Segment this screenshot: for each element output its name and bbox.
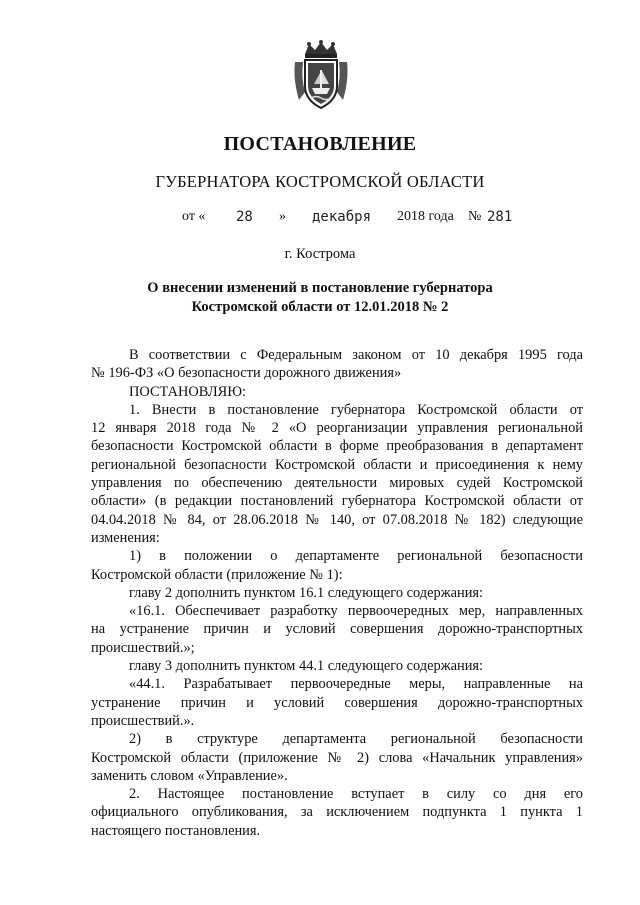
- body-line: 1) в положении о департаменте региональной безопасности: [129, 548, 583, 565]
- body-line: главу 3 дополнить пунктом 44.1 следующего содержания:: [129, 658, 484, 675]
- body-line: 2) в структуре департамента региональной безопасности: [129, 731, 583, 748]
- date-prefix: от «: [182, 209, 206, 224]
- body-line: настоящего постановления.: [91, 822, 261, 839]
- body-line: № 196-ФЗ «О безопасности дорожного движения»: [91, 365, 402, 382]
- heading-line-2: Костромской области от 12.01.2018 № 2: [191, 299, 449, 315]
- body-line: изменения:: [91, 529, 160, 546]
- body-line: официального опубликования, за исключением подпункта 1 пункта 1: [91, 804, 583, 821]
- body-line: 04.04.2018 № 84, от 28.06.2018 № 140, от 07.08.2018 № 182) следующие: [91, 511, 583, 528]
- document-number: 281: [487, 209, 513, 225]
- document-heading: [0, 279, 640, 317]
- city-line: г. Кострома: [284, 246, 356, 262]
- body-line: заменить словом «Управление».: [91, 767, 288, 784]
- date-quote-close: »: [279, 209, 286, 224]
- body-line: В соответствии с Федеральным законом от 10 декабря 1995 года: [129, 347, 583, 363]
- document-subtitle: ГУБЕРНАТОРА КОСТРОМСКОЙ ОБЛАСТИ: [155, 172, 485, 191]
- kostroma-coat-of-arms-icon: [291, 40, 351, 112]
- document-title: ПОСТАНОВЛЕНИЕ: [223, 133, 417, 155]
- body-line: 1. Внести в постановление губернатора Костромской области от: [129, 401, 583, 418]
- heading-line-1: О внесении изменений в постановление губернатора: [147, 280, 493, 296]
- body-line: устранение причин и условий совершения дорожно-транспортных: [91, 694, 583, 711]
- body-line: области» (в редакции постановлений губернатора Костромской области от: [91, 493, 583, 510]
- body-line: региональной безопасности Костромской области и присоединения к нему: [91, 456, 583, 473]
- body-line: происшествий.».: [91, 712, 195, 729]
- body-line: на устранение причин и условий совершения дорожно-транспортных: [91, 621, 583, 638]
- body-line: «44.1. Разрабатывает первоочередные меры, направленные на: [129, 676, 583, 693]
- body-line: главу 2 дополнить пунктом 16.1 следующего содержания:: [129, 584, 484, 601]
- body-line: 12 января 2018 года № 2 «О реорганизации управления региональной: [91, 420, 583, 437]
- body-line: безопасности Костромской области в форме преобразования в департамент: [91, 438, 583, 455]
- number-label: №: [468, 209, 482, 224]
- date-month: декабря: [312, 209, 372, 225]
- body-line: Костромской области (приложение № 1):: [91, 566, 343, 583]
- date-line: [0, 209, 640, 229]
- document-body: [91, 346, 583, 840]
- body-line: 2. Настоящее постановление вступает в силу со дня его: [129, 786, 583, 803]
- body-line: ПОСТАНОВЛЯЮ:: [129, 383, 247, 400]
- body-line: управления по обеспечению деятельности мировых судей Костромской: [91, 475, 583, 492]
- date-day: 28: [236, 209, 253, 225]
- body-line: Костромской области (приложение № 2) слова «Начальник управления»: [91, 749, 583, 766]
- body-line: «16.1. Обеспечивает разработку первоочередных мер, направленных: [129, 603, 583, 620]
- date-year: 2018 года: [397, 209, 454, 224]
- body-line: происшествий.»;: [91, 639, 195, 656]
